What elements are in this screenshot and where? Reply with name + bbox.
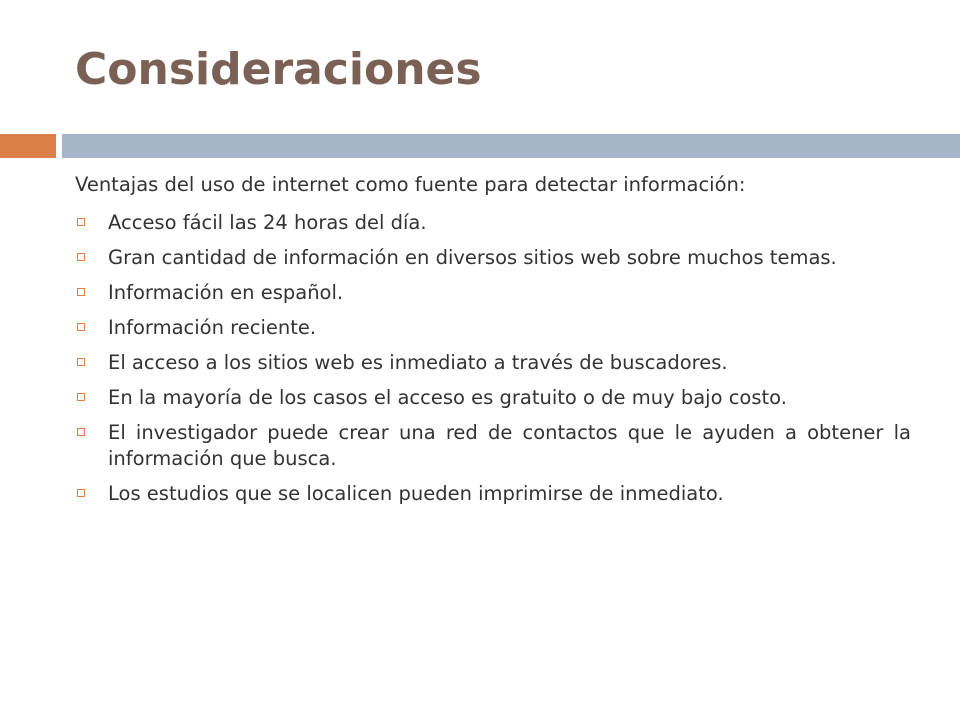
bullet-text: Gran cantidad de información en diversos sitios web sobre muchos temas. — [108, 246, 837, 269]
bullet-item — [75, 315, 911, 341]
bullet-item — [75, 245, 911, 271]
bullet-text: En la mayoría de los casos el acceso es gratuito o de muy bajo costo. — [108, 386, 787, 409]
accent-bar-blue — [62, 134, 960, 158]
hollow-square-icon — [77, 218, 85, 226]
bullet-item — [75, 385, 911, 411]
bullet-item — [75, 481, 911, 507]
hollow-square-icon — [77, 323, 85, 331]
accent-bar-orange — [0, 134, 56, 158]
bullet-text: Acceso fácil las 24 horas del día. — [108, 211, 427, 234]
bullet-item — [75, 350, 911, 376]
hollow-square-icon — [77, 253, 85, 261]
slide-content — [75, 172, 911, 516]
bullet-item — [75, 420, 911, 472]
bullet-text: El investigador puede crear una red de contactos que le ayuden a obtener la información que busca. — [108, 421, 911, 470]
bullet-text: Información reciente. — [108, 316, 317, 339]
bullet-item — [75, 210, 911, 236]
hollow-square-icon — [77, 358, 85, 366]
intro-text: Ventajas del uso de internet como fuente para detectar información: — [75, 173, 746, 196]
hollow-square-icon — [77, 428, 85, 436]
hollow-square-icon — [77, 393, 85, 401]
bullet-item — [75, 280, 911, 306]
hollow-square-icon — [77, 288, 85, 296]
hollow-square-icon — [77, 489, 85, 497]
bullet-text: El acceso a los sitios web es inmediato a través de buscadores. — [108, 351, 728, 374]
bullet-text: Información en español. — [108, 281, 344, 304]
bullet-list — [75, 210, 911, 507]
slide-title: Consideraciones — [75, 44, 482, 95]
bullet-text: Los estudios que se localicen pueden imprimirse de inmediato. — [108, 482, 724, 505]
